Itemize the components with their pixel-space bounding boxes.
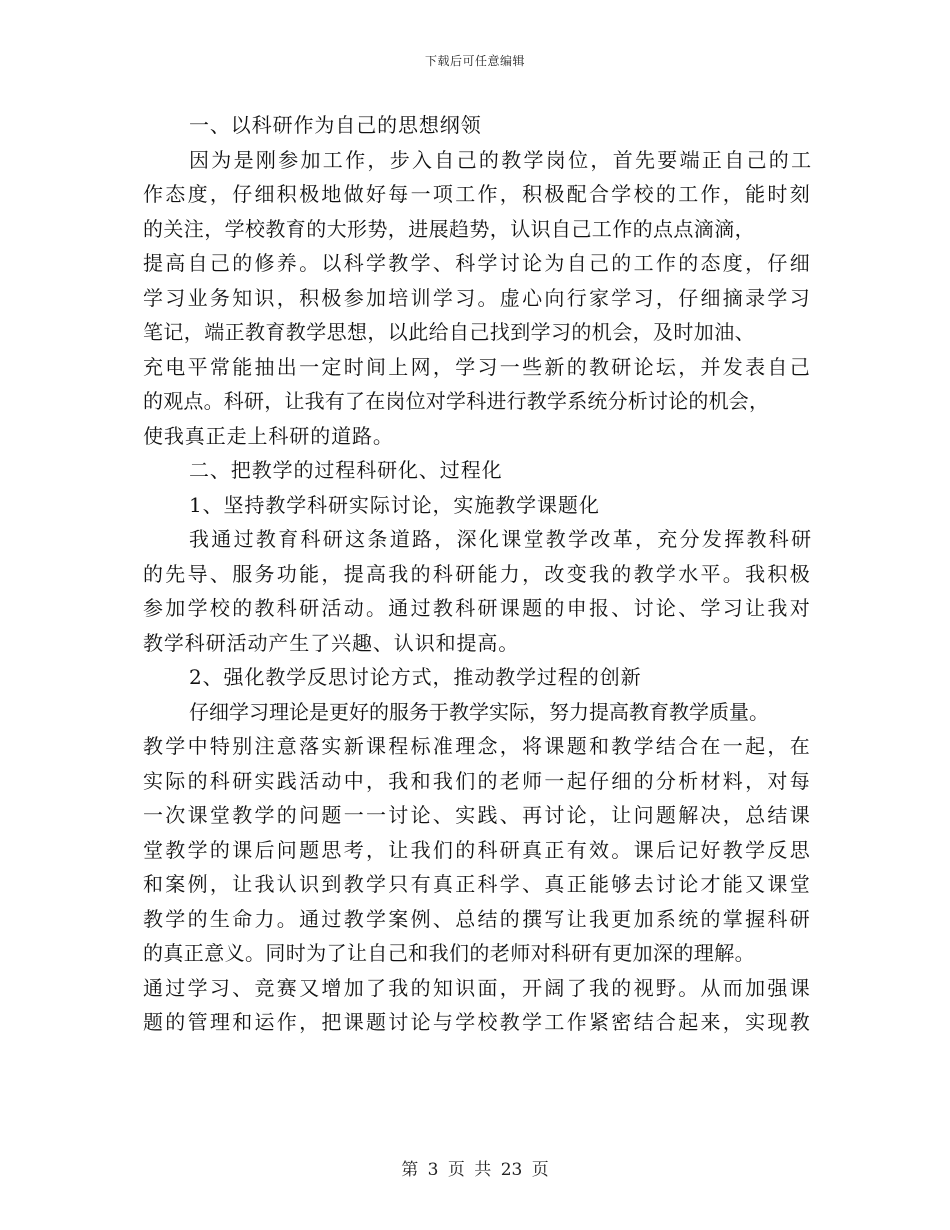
paragraph-line: 教学科研活动产生了兴趣、认识和提高。 xyxy=(143,630,520,655)
paragraph-line: 使我真正走上科研的道路。 xyxy=(143,423,394,448)
paragraph-line: 的观点。科研，让我有了在岗位对学科进行教学系统分析讨论的机会， xyxy=(143,389,770,413)
paragraph-line: 充电平常能抽出一定时间上网，学习一些新的教研论坛，并发表自己 xyxy=(143,354,812,379)
section-heading-1: 一、以科研作为自己的思想纲领 xyxy=(189,113,482,137)
section-heading-2: 二、把教学的过程科研化、过程化 xyxy=(189,458,503,482)
paragraph-line: 我通过教育科研这条道路，深化课堂教学改革，充分发挥教科研 xyxy=(189,527,814,551)
paragraph-line: 的真正意义。同时为了让自己和我们的老师对科研有更加深的理解。 xyxy=(143,941,755,965)
paragraph-line: 教学的生命力。通过教学案例、总结的撰写让我更加系统的掌握科研 xyxy=(143,906,812,931)
subsection-heading-1: 1、坚持教学科研实际讨论，实施教学课题化 xyxy=(189,492,600,517)
paragraph-line: 和案例，让我认识到教学只有真正科学、真正能够去讨论才能又课堂 xyxy=(143,872,812,896)
paragraph-line: 因为是刚参加工作，步入自己的教学岗位，首先要端正自己的工 xyxy=(189,147,814,172)
paragraph-line: 实际的科研实践活动中，我和我们的老师一起仔细的分析材料，对每 xyxy=(143,768,812,793)
paragraph-line: 学习业务知识，积极参加培训学习。虚心向行家学习，仔细摘录学习 xyxy=(143,285,812,310)
paragraph-line: 教学中特别注意落实新课程标准理念，将课题和教学结合在一起，在 xyxy=(143,734,812,758)
paragraph-line: 仔细学习理论是更好的服务于教学实际，努力提高教育教学质量。 xyxy=(189,699,769,724)
paragraph-line: 通过学习、竞赛又增加了我的知识面，开阔了我的视野。从而加强课 xyxy=(143,975,812,1000)
paragraph-line: 提高自己的修养。以科学教学、科学讨论为自己的工作的态度，仔细 xyxy=(143,251,812,275)
paragraph-line: 笔记，端正教育教学思想，以此给自己找到学习的机会，及时加油、 xyxy=(143,320,755,344)
paragraph-line: 题的管理和运作，把课题讨论与学校教学工作紧密结合起来，实现教 xyxy=(143,1010,812,1034)
paragraph-line: 的关注，学校教育的大形势，进展趋势，认识自己工作的点点滴滴， xyxy=(143,216,755,241)
page-header: 下载后可任意编辑 xyxy=(424,54,525,68)
paragraph-line: 作态度，仔细积极地做好每一项工作，积极配合学校的工作，能时刻 xyxy=(143,182,812,206)
paragraph-line: 参加学校的教科研活动。通过教科研课题的申报、讨论、学习让我对 xyxy=(143,596,812,620)
subsection-heading-2: 2、强化教学反思讨论方式，推动教学过程的创新 xyxy=(189,665,642,689)
document-body xyxy=(143,108,818,1040)
page-footer: 第 3 页 共 23 页 xyxy=(401,1160,549,1180)
paragraph-line: 的先导、服务功能，提高我的科研能力，改变我的教学水平。我积极 xyxy=(143,561,812,586)
paragraph-line: 堂教学的课后问题思考，让我们的科研真正有效。课后记好教学反思 xyxy=(143,837,812,862)
paragraph-line: 一次课堂教学的问题一一讨论、实践、再讨论，让问题解决，总结课 xyxy=(143,803,812,827)
